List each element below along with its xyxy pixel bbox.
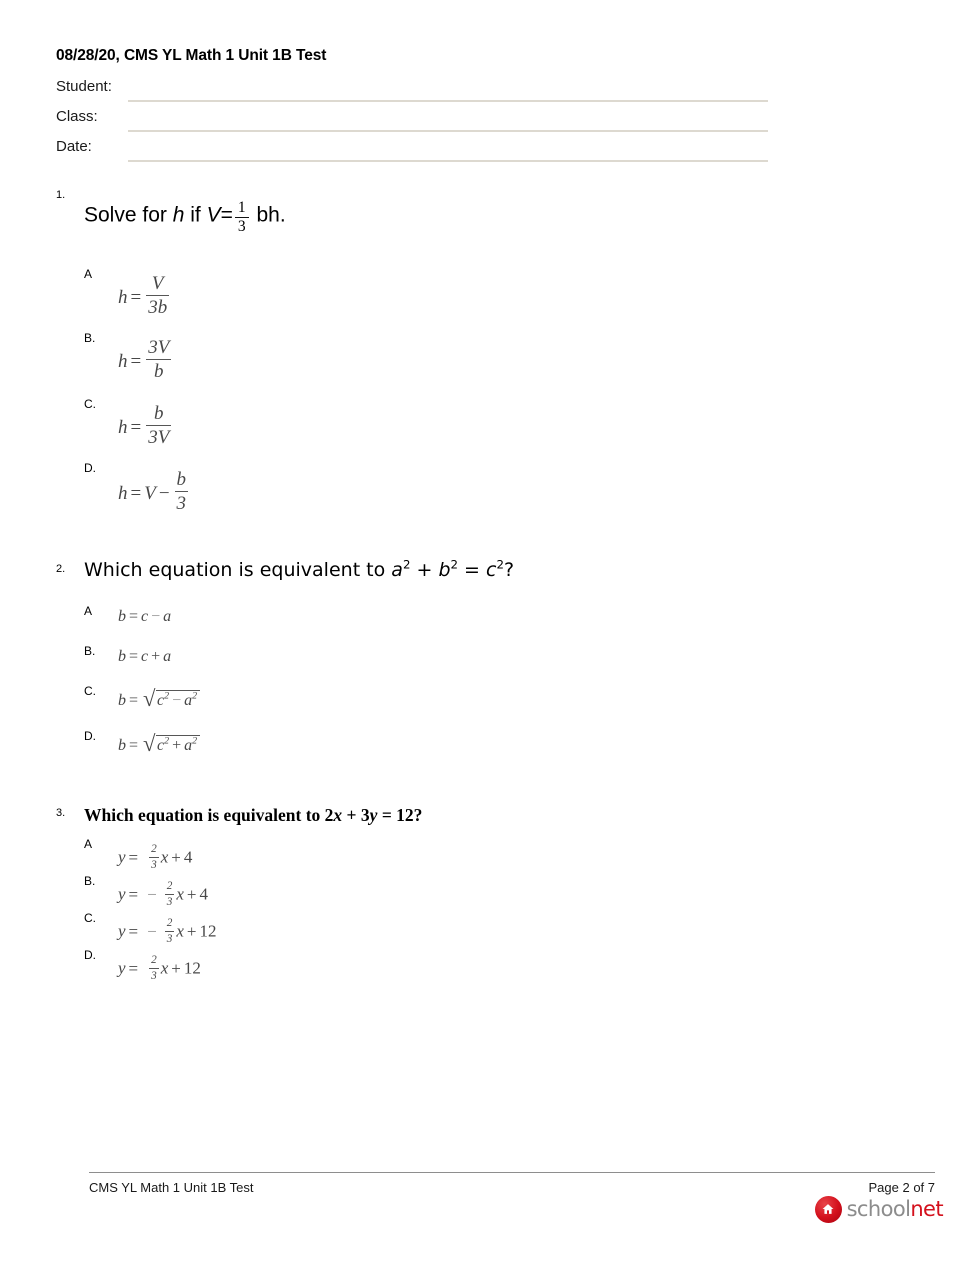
student-label: Student: — [56, 78, 112, 95]
home-badge-icon — [815, 1196, 842, 1223]
question-1-number: 1. — [56, 189, 66, 201]
q3-stem-suffix: ? — [413, 805, 423, 825]
q1-stem-var-v: V — [206, 203, 221, 227]
q2-exp-a: 2 — [402, 557, 411, 572]
date-field-row — [56, 138, 776, 168]
q1-fraction-numerator: 1 — [237, 199, 246, 216]
math-numerator: 2 — [166, 880, 173, 892]
schoolnet-logo — [815, 1194, 943, 1224]
choice-letter: B. — [84, 331, 96, 345]
math-equals: = — [128, 921, 139, 941]
q2-stem-suffix: ? — [503, 559, 515, 581]
q1-stem-var-h: h — [172, 203, 185, 227]
radicand-second-exponent: 2 — [192, 690, 198, 702]
q2-equals: = — [458, 559, 487, 581]
q2-stem-prefix: Which equation is equivalent to — [84, 559, 392, 581]
math-operator: − — [151, 608, 161, 625]
math-equals: = — [130, 416, 142, 438]
math-lhs: h — [118, 286, 128, 308]
math-denominator: 3V — [148, 426, 170, 448]
student-write-line[interactable] — [128, 100, 768, 102]
footer-document-name: CMS YL Math 1 Unit 1B Test — [89, 1180, 254, 1195]
math-variable: x — [160, 847, 169, 867]
radicand-first: c — [157, 692, 165, 709]
math-fraction — [146, 404, 171, 447]
math-variable: x — [160, 958, 169, 978]
choice-letter: D. — [84, 948, 96, 962]
q2-var-c: c — [486, 559, 497, 581]
choice-math-expression — [118, 404, 173, 447]
house-icon — [822, 1203, 835, 1216]
choice-math-expression — [118, 608, 171, 626]
math-equals: = — [129, 608, 139, 625]
math-constant: 12 — [199, 921, 217, 941]
math-operator: + — [186, 884, 197, 904]
logo-text-net: net — [910, 1196, 943, 1221]
math-equals: = — [128, 884, 139, 904]
choice-letter: A — [84, 604, 93, 618]
radicand-first: c — [157, 737, 165, 754]
math-lhs: h — [118, 482, 128, 504]
choice-math-expression — [118, 274, 171, 317]
square-root-icon — [143, 686, 200, 711]
choice-letter: C. — [84, 911, 96, 925]
q3-var-x: x — [333, 805, 343, 825]
q2-var-b: b — [438, 559, 451, 581]
math-variable: x — [176, 884, 184, 904]
q2-exp-b: 2 — [450, 557, 459, 572]
math-sign: − — [147, 921, 157, 941]
math-lead-term: V — [144, 482, 156, 504]
math-rhs-second: a — [163, 608, 172, 625]
q2-exp-c: 2 — [496, 557, 504, 572]
math-equals: = — [129, 648, 139, 665]
radicand-second-exponent: 2 — [192, 735, 198, 747]
choice-math-expression — [118, 955, 201, 982]
math-rhs-first: c — [141, 608, 149, 625]
radical-sign: √ — [143, 686, 156, 711]
math-lhs: y — [118, 921, 126, 941]
math-lhs: b — [118, 737, 126, 754]
page-number: Page 2 of 7 — [868, 1180, 935, 1195]
math-constant: 4 — [183, 847, 193, 867]
radicand — [156, 690, 200, 710]
math-denominator: 3 — [166, 895, 173, 908]
q3-equals: = — [377, 805, 397, 825]
choice-math-expression — [118, 686, 200, 711]
math-lhs: y — [118, 958, 126, 978]
math-rhs-second: a — [163, 648, 172, 665]
class-label: Class: — [56, 108, 98, 125]
math-numerator: 2 — [151, 843, 157, 855]
question-2-stem — [84, 557, 515, 581]
math-denominator: b — [154, 360, 164, 382]
q2-var-a: a — [391, 559, 403, 581]
math-fraction — [165, 918, 175, 945]
math-lhs: h — [118, 416, 128, 438]
math-fraction — [149, 955, 159, 982]
q1-stem-prefix: Solve for — [84, 203, 173, 227]
choice-math-expression — [118, 844, 192, 871]
class-write-line[interactable] — [128, 130, 768, 132]
question-1-stem — [84, 200, 286, 235]
choice-math-expression — [118, 338, 173, 381]
footer-divider — [89, 1172, 935, 1173]
math-denominator: 3 — [151, 969, 157, 982]
math-equals: = — [130, 482, 142, 504]
choice-letter: C. — [84, 684, 96, 698]
math-equals: = — [130, 350, 142, 372]
math-variable: x — [176, 921, 184, 941]
question-3-number: 3. — [56, 807, 66, 819]
math-operator: − — [172, 692, 182, 709]
question-3-stem — [84, 806, 422, 825]
date-write-line[interactable] — [128, 160, 768, 162]
math-denominator: 3 — [151, 858, 157, 871]
choice-math-expression — [118, 918, 216, 945]
page-title: 08/28/20, CMS YL Math 1 Unit 1B Test — [56, 47, 327, 64]
question-2-number: 2. — [56, 563, 66, 575]
math-operator: + — [172, 737, 182, 754]
choice-math-expression — [118, 470, 190, 513]
math-sign: − — [147, 884, 157, 904]
choice-math-expression — [118, 648, 171, 666]
math-equals: = — [128, 958, 139, 978]
math-sign — [141, 848, 147, 867]
choice-letter: A — [84, 837, 93, 851]
radicand-second: a — [184, 737, 193, 754]
math-numerator: b — [176, 469, 187, 490]
date-label: Date: — [56, 138, 92, 155]
math-lhs: h — [118, 350, 128, 372]
class-field-row — [56, 108, 776, 138]
math-numerator: V — [151, 273, 164, 294]
math-equals: = — [130, 286, 142, 308]
logo-text-school: school — [846, 1196, 911, 1221]
math-numerator: 3V — [148, 337, 170, 358]
math-operator: + — [151, 648, 161, 665]
math-rhs-first: c — [141, 648, 149, 665]
math-numerator: 2 — [166, 917, 173, 929]
math-constant: 12 — [183, 958, 201, 978]
choice-math-expression — [118, 881, 208, 908]
math-operator: + — [171, 847, 181, 867]
math-fraction — [146, 338, 171, 381]
choice-letter: B. — [84, 874, 96, 888]
square-root-icon — [143, 731, 200, 756]
choice-letter: D. — [84, 729, 96, 743]
math-operator: + — [186, 921, 197, 941]
choice-letter: D. — [84, 461, 96, 475]
q3-coefficient-2: 3 — [360, 805, 370, 825]
q1-stem-mid: if — [184, 203, 207, 227]
math-lhs: y — [118, 884, 126, 904]
math-sign — [141, 959, 147, 978]
math-fraction — [146, 274, 169, 317]
math-constant: 4 — [199, 884, 208, 904]
math-fraction — [165, 881, 175, 908]
math-operator: + — [171, 958, 181, 978]
math-denominator: 3 — [176, 492, 187, 514]
q1-stem-equals: = — [220, 203, 233, 227]
q1-stem-suffix: bh. — [250, 203, 286, 227]
radicand-first-exponent: 2 — [164, 735, 170, 747]
choice-letter: C. — [84, 397, 96, 411]
choice-letter: B. — [84, 644, 96, 658]
q1-fraction-denominator: 3 — [237, 218, 246, 236]
radicand-first-exponent: 2 — [164, 690, 170, 702]
q3-coefficient-1: 2 — [324, 805, 334, 825]
q3-stem-prefix: Which equation is equivalent to — [84, 805, 325, 825]
choice-math-expression — [118, 731, 200, 756]
radicand — [156, 735, 200, 755]
math-equals: = — [129, 692, 139, 709]
student-field-row — [56, 78, 776, 108]
math-numerator: 2 — [151, 954, 157, 966]
math-lhs: b — [118, 608, 126, 625]
math-fraction — [149, 844, 159, 871]
radical-sign: √ — [143, 731, 156, 756]
math-equals: = — [128, 847, 139, 867]
math-numerator: b — [154, 403, 164, 424]
q3-plus: + — [342, 805, 361, 825]
math-denominator: 3b — [148, 296, 168, 318]
q2-plus: + — [410, 559, 439, 581]
math-lhs: y — [118, 847, 126, 867]
radicand-second: a — [184, 692, 193, 709]
schoolnet-wordmark — [846, 1196, 943, 1221]
math-lhs: b — [118, 648, 126, 665]
q1-stem-fraction — [235, 200, 249, 235]
math-denominator: 3 — [166, 932, 173, 945]
math-operator: − — [158, 482, 170, 504]
math-equals: = — [129, 737, 139, 754]
math-lhs: b — [118, 692, 126, 709]
q3-var-y: y — [369, 805, 378, 825]
math-fraction — [175, 470, 189, 513]
q3-constant: 12 — [396, 805, 414, 825]
choice-letter: A — [84, 267, 93, 281]
